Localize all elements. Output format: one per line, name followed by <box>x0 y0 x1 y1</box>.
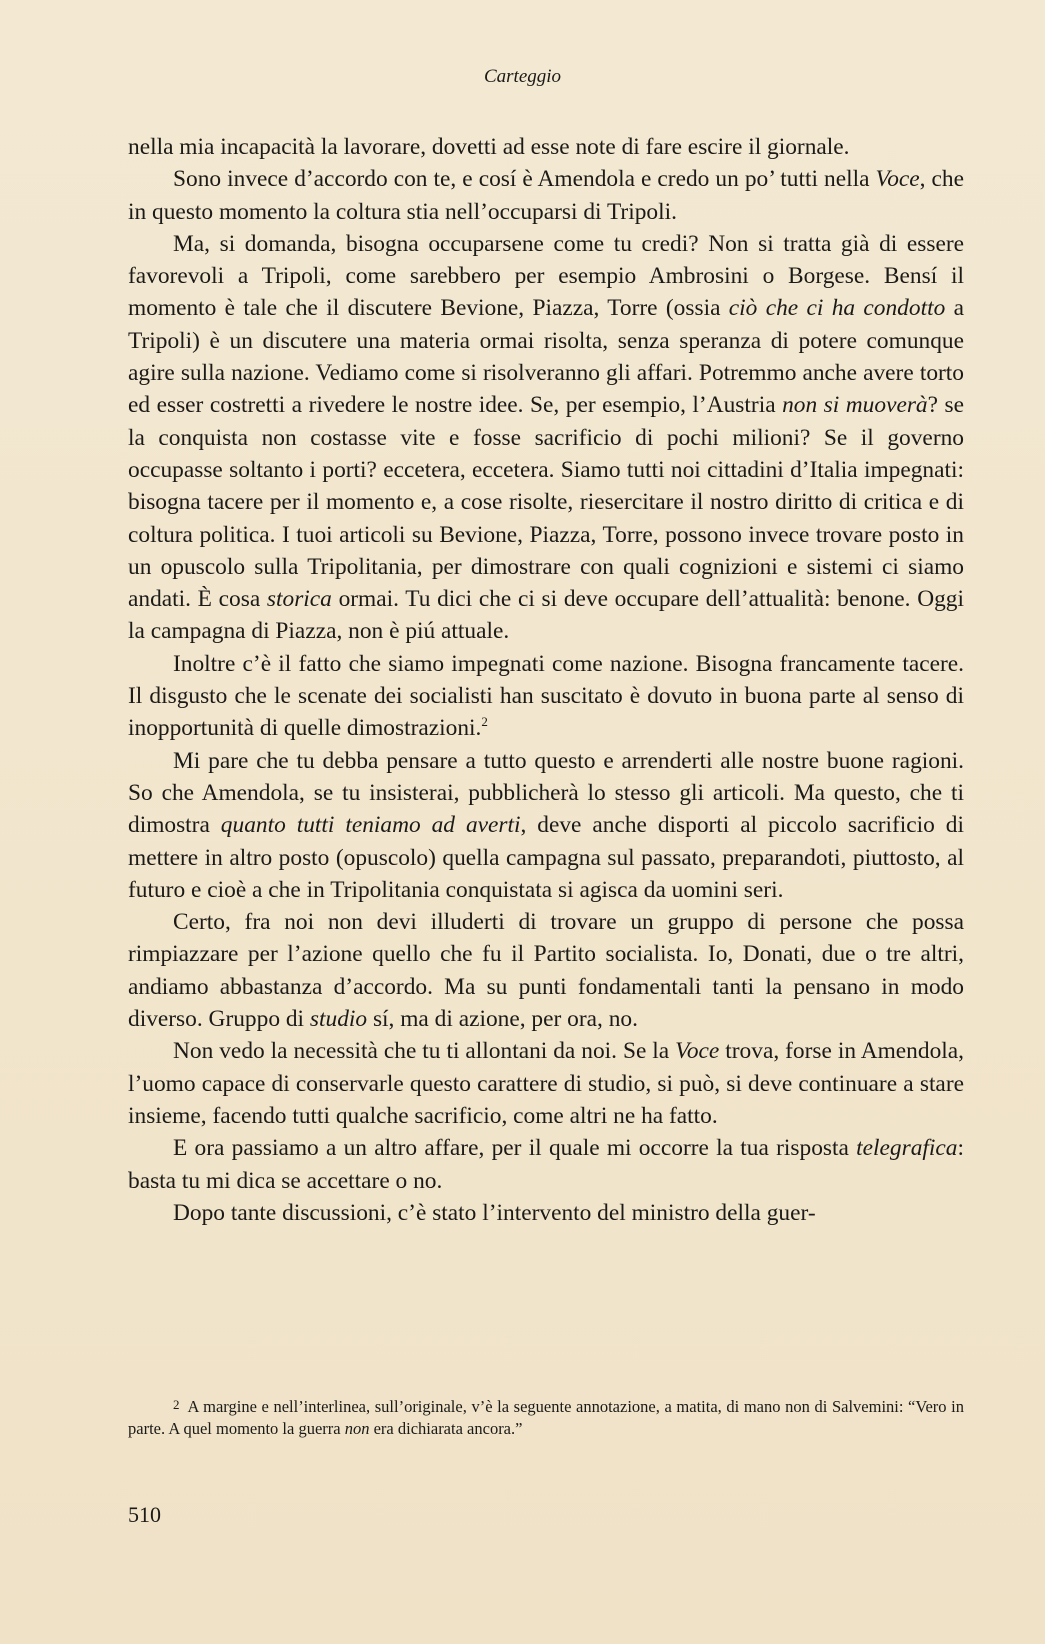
paragraph-3 <box>128 228 964 648</box>
paragraph-7 <box>128 1035 964 1132</box>
footnote-reference: 2 <box>481 714 488 730</box>
paragraph-text: Sono invece d’accordo con te, e cosí è Amendola e credo un po’ tutti nella <box>173 166 876 193</box>
paragraph-text: Certo, fra noi non devi illuderti di trovare un gruppo di persone che possa rimpiazzare per l’azione quello che fu il Partito socialista. Io, Donati, due o tre altri, andiamo abbastanza d’accordo. Ma su punti fondamentali tanti la pensano in modo diverso. Gruppo di <box>128 909 964 1033</box>
paragraph-1 <box>128 131 964 163</box>
running-header: Carteggio <box>483 66 562 87</box>
paragraph-text: trova, forse in Amendola, l’uomo capace di conservarle questo carattere di studio, si può, si deve continuare a stare insieme, facendo tutti qualche sacrificio, come altri ne ha fatto. <box>128 1038 964 1129</box>
paragraph-text: E ora passiamo a un altro affare, per il quale mi occorre la tua risposta <box>173 1135 857 1162</box>
paragraph-5 <box>128 745 964 906</box>
italic-text: quanto tutti teniamo ad averti <box>220 812 521 839</box>
italic-text: ciò che ci ha condotto <box>728 295 946 322</box>
letter-body <box>128 131 964 1229</box>
paragraph-4 <box>128 648 964 745</box>
paragraph-text: , che in questo momento la coltura stia nell’occuparsi di Tripoli. <box>128 166 964 225</box>
paragraph-text: , deve anche disporti al piccolo sacrificio di mettere in altro posto (opuscolo) quella campagna sul passato, preparandoti, piuttosto, al futuro e cioè a che in Tripolitania conquistata si agisca da uomini seri. <box>128 812 964 903</box>
footnote-text <box>128 1394 964 1440</box>
footnote <box>128 1394 964 1440</box>
page-number: 510 <box>128 1502 161 1527</box>
paragraph-text: ? se la conquista non costasse vite e fosse sacrificio di pochi milioni? Se il governo occupasse soltanto i porti? eccetera, eccetera. Siamo tutti noi cittadini d’Italia impegnati: bisogna tacere per il momento e, a cose risolte, riesercitare il nostro diritto di critica e di coltura politica. I tuoi articoli su Bevione, Piazza, Torre, possono invece trovare posto in un opuscolo sulla Tripolitania, per dimostrare con quali cognizioni e sistemi ci siamo andati. È cosa <box>128 392 965 613</box>
paragraph-9 <box>128 1197 964 1229</box>
footnote-part: A margine e nell’interlinea, sull’originale, v’è la seguente annotazione, a matita, di mano non di Salvemini: “Vero in parte. A quel momento la guerra <box>128 1397 964 1438</box>
paragraph-text: Inoltre c’è il fatto che siamo impegnati come nazione. Bisogna francamente tacere. Il disgusto che le scenate dei socialisti han suscitato è dovuto in buona parte al senso di inopportunità di quelle dimostrazioni. <box>128 650 964 742</box>
italic-text: non <box>344 1419 370 1438</box>
footnote-marker: 2 <box>173 1397 180 1412</box>
paragraph-text: Dopo tante discussioni, c’è stato l’intervento del ministro della guer- <box>173 1199 816 1226</box>
italic-text: non si muoverà <box>782 392 928 419</box>
footnote-part: era dichiarata ancora.” <box>369 1419 523 1438</box>
paragraph-2 <box>128 163 964 228</box>
paragraph-text: nella mia incapacità la lavorare, dovetti ad esse note di fare escire il giornale. <box>128 134 850 160</box>
paragraph-text: a Tripoli) è un discutere una materia ormai risolta, senza speranza di potere comunque agire sulla nazione. Vediamo come si risolveranno gli affari. Potremmo anche avere torto ed esser costretti a rivedere le nostre idee. Se, per esempio, l’Austria <box>128 295 964 419</box>
paragraph-text: Mi pare che tu debba pensare a tutto questo e arrenderti alle nostre buone ragioni. So che Amendola, se tu insisterai, pubblicherà lo stesso gli articoli. Ma questo, che ti dimostra <box>128 747 964 839</box>
italic-text: storica <box>266 586 332 613</box>
italic-text: Voce <box>875 166 920 193</box>
italic-text: Voce <box>675 1038 720 1065</box>
paragraph-text: : basta tu mi dica se accettare o no. <box>128 1135 964 1194</box>
italic-text: telegrafica <box>856 1135 958 1162</box>
italic-text: studio <box>309 1006 368 1033</box>
paragraph-text: Non vedo la necessità che tu ti allontani da noi. Se la <box>173 1038 676 1065</box>
paragraph-6 <box>128 906 964 1035</box>
paragraph-8 <box>128 1132 964 1197</box>
paragraph-text: sí, ma di azione, per ora, no. <box>367 1006 638 1033</box>
paragraph-text: Ma, si domanda, bisogna occuparsene come tu credi? Non si tratta già di essere favorevoli a Tripoli, come sarebbero per esempio Ambrosini o Borgese. Bensí il momento è tale che il discutere Bevione, Piazza, Torre (ossia <box>128 230 964 322</box>
paragraph-text: ormai. Tu dici che ci si deve occupare dell’attualità: benone. Oggi la campagna di Piazza, non è piú attuale. <box>128 586 964 645</box>
